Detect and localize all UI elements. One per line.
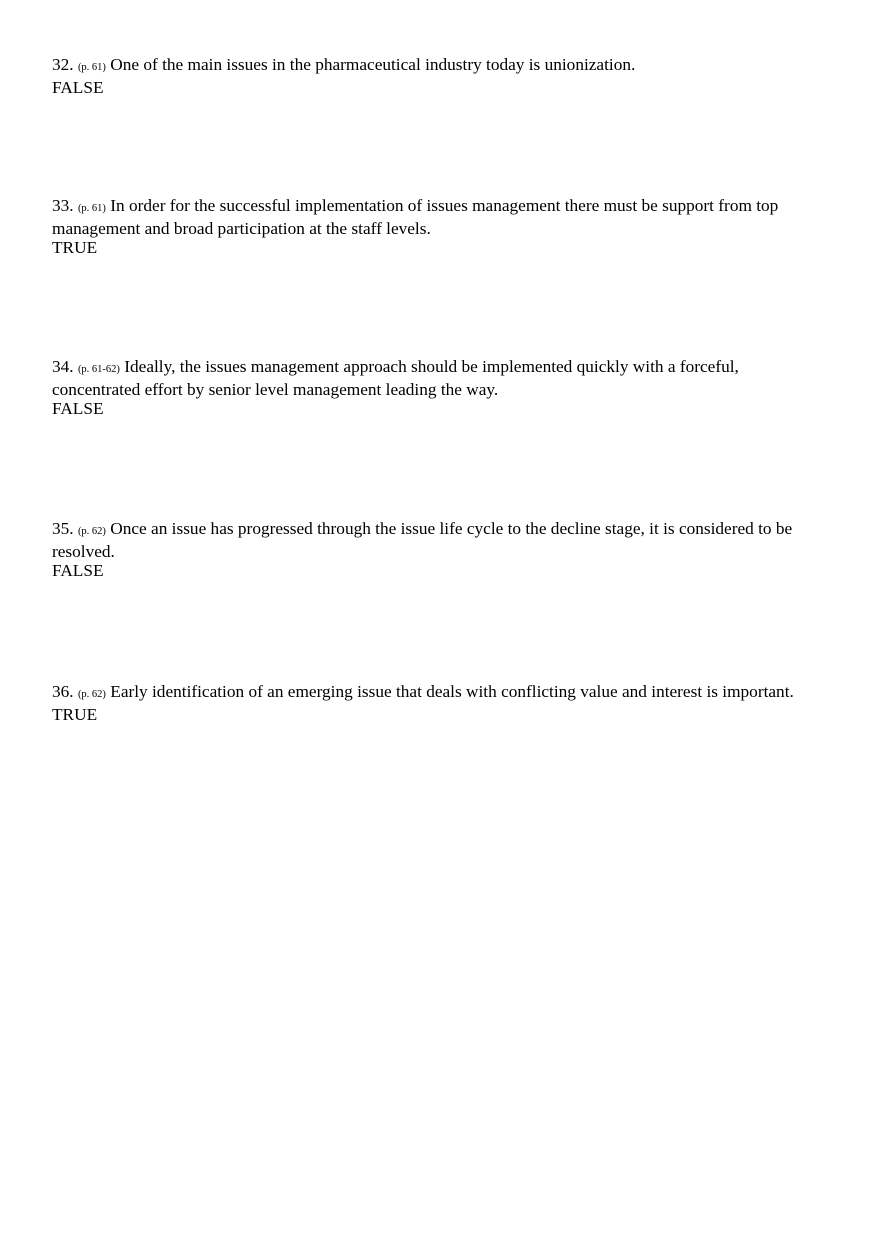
- question-item: [52, 55, 812, 97]
- question-number: 33.: [52, 196, 74, 215]
- question-number: 36.: [52, 682, 74, 701]
- question-number: 35.: [52, 519, 74, 538]
- page-reference: (p. 61): [77, 203, 106, 214]
- answer: FALSE: [52, 561, 104, 580]
- page-reference: (p. 62): [77, 526, 106, 537]
- question-text: In order for the successful implementation of issues management there must be support from top management and broad participation at the staff levels.: [52, 196, 779, 238]
- question-text: Ideally, the issues management approach should be implemented quickly with a forceful, concentrated effort by senior level management leading the way.: [52, 357, 739, 399]
- question-item: [52, 519, 812, 581]
- question-item: [52, 682, 812, 724]
- question-number: 32.: [52, 55, 74, 74]
- question-text: Early identification of an emerging issue that deals with conflicting value and interest is important.: [110, 682, 794, 701]
- answer: FALSE: [52, 399, 104, 418]
- answer: TRUE: [52, 704, 98, 724]
- question-item: [52, 357, 812, 419]
- page-reference: (p. 61-62): [77, 364, 120, 375]
- answer: FALSE: [52, 77, 104, 97]
- question-number: 34.: [52, 357, 74, 376]
- page-reference: (p. 62): [77, 689, 106, 700]
- page-reference: (p. 61): [77, 62, 106, 73]
- question-item: [52, 196, 812, 258]
- question-text: One of the main issues in the pharmaceutical industry today is unionization.: [110, 55, 636, 74]
- question-text: Once an issue has progressed through the issue life cycle to the decline stage, it is considered to be resolved.: [52, 519, 793, 561]
- answer: TRUE: [52, 238, 98, 257]
